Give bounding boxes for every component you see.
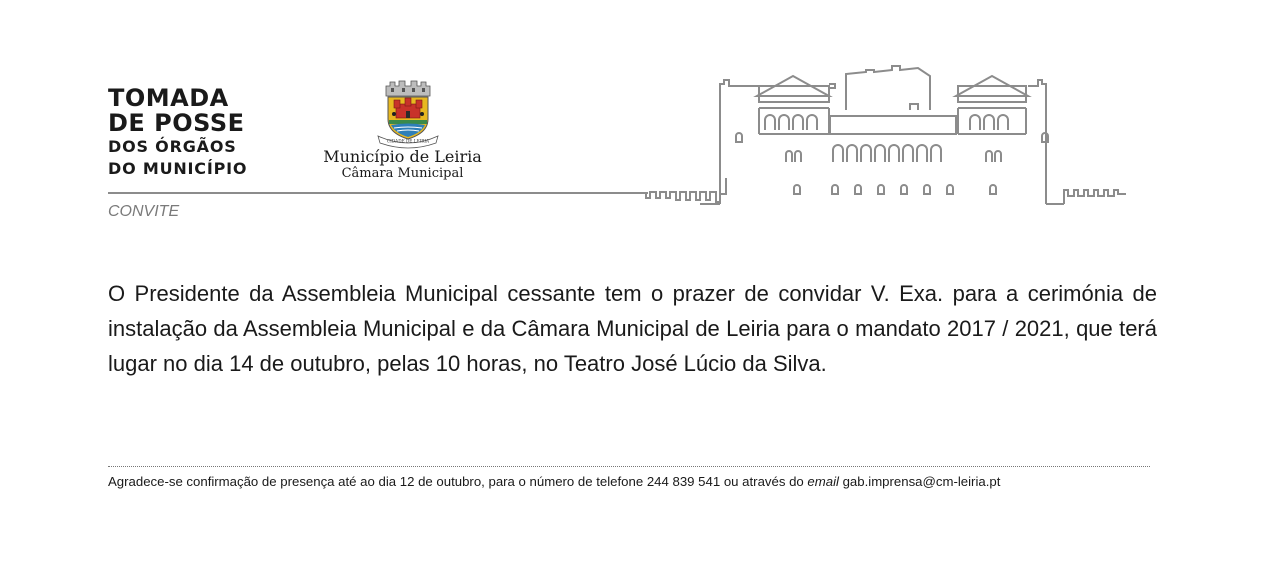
title-line-1: TOMADA bbox=[108, 84, 229, 112]
invitation-body: O Presidente da Assembleia Municipal cessante tem o prazer de convidar V. Exa. para a cerimónia de instalação da Assembleia Municipal e da Câmara Municipal de Leiria para o mandato 2017 / 2021, que terá lugar no dia 14 de outubro, pelas 10 horas, no Teatro José Lúcio da Silva. bbox=[108, 281, 1157, 376]
crest-ribbon-text: CIDADE DE LEIRIA bbox=[386, 138, 430, 144]
footer-divider bbox=[108, 466, 1150, 467]
invitation-label: CONVITE bbox=[108, 203, 180, 220]
municipality-name: Município de Leiria bbox=[323, 147, 482, 166]
municipality-subtitle: Câmara Municipal bbox=[341, 166, 464, 181]
title-line-3: DOS ÓRGÃOS bbox=[108, 137, 237, 156]
email-word: email bbox=[807, 474, 839, 489]
rsvp-note bbox=[108, 474, 1158, 489]
header-divider bbox=[108, 192, 648, 194]
castle-outline-icon bbox=[640, 58, 1155, 210]
email-address[interactable]: gab.imprensa@cm-leiria.pt bbox=[838, 474, 1001, 489]
title-line-4: DO MUNICÍPIO bbox=[108, 159, 248, 178]
title-line-2: DE POSSE bbox=[108, 109, 245, 137]
event-title bbox=[108, 86, 247, 180]
municipal-crest-icon bbox=[372, 78, 444, 150]
rsvp-text: Agradece-se confirmação de presença até ao dia 12 de outubro, para o número de telefone 244 839 541 ou através do bbox=[108, 474, 808, 489]
